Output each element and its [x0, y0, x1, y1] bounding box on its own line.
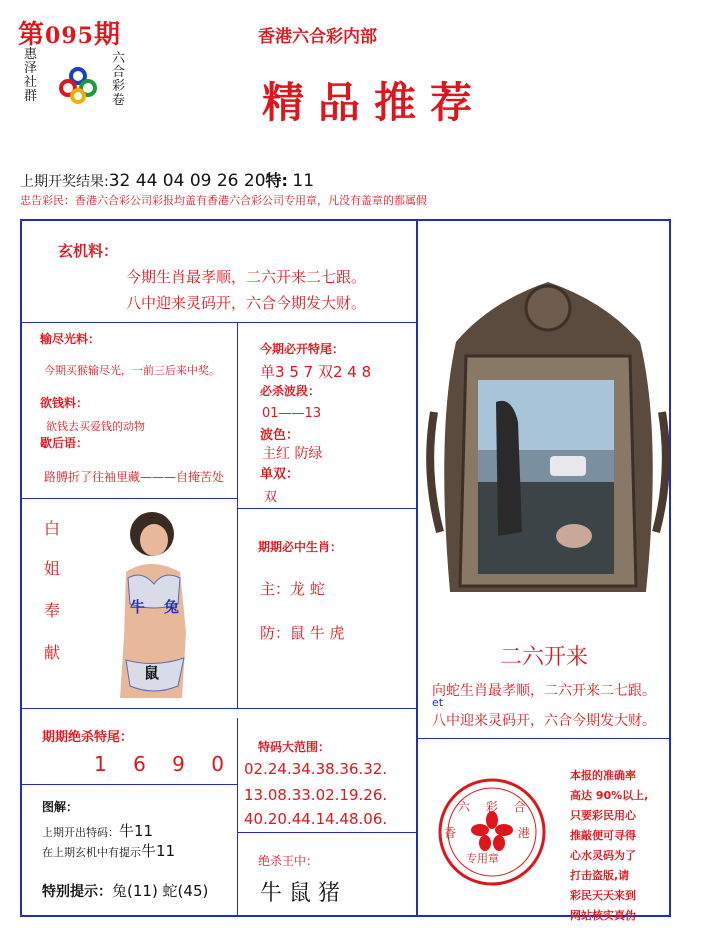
divider-right-lower — [418, 738, 670, 739]
issue-value: 095 — [45, 23, 94, 49]
picture-caption: 二六开来 — [500, 645, 589, 670]
last-result-label: 上期开奖结果: — [20, 174, 109, 190]
accuracy-line: 只要彩民用心 — [570, 809, 636, 822]
special-hint-value: 兔(11) 蛇(45) — [112, 882, 209, 900]
lose-text: 今期买猴输尽光，一前三后来中奖。 — [44, 364, 220, 377]
want-text: 欲钱去买爱钱的动物 — [46, 420, 145, 433]
issue-number — [18, 14, 121, 51]
accuracy-line: 网站核实真伪 — [570, 909, 636, 922]
ornate-frame-icon — [426, 272, 670, 610]
saying-label: 歇后语： — [40, 436, 89, 450]
tail-single-double — [260, 361, 371, 382]
range-title: 特码大范围： — [258, 740, 331, 754]
range-row-3: 40.20.44.14.48.06. — [244, 810, 388, 828]
issue-prefix: 第 — [18, 20, 46, 50]
last-result — [20, 168, 314, 191]
stamp-left: 香 — [444, 826, 457, 840]
range-row-1: 02.24.34.38.36.32. — [244, 760, 388, 778]
lottery-logo — [58, 66, 98, 104]
mystery-line-1: 今期生肖最孝顺，二六开来二七跟。 — [126, 268, 367, 286]
special-label: 特: — [265, 171, 288, 190]
kill-king-title: 绝杀王中： — [258, 854, 319, 868]
divider-main-vertical — [416, 219, 418, 917]
picture-line-1: 向蛇生肖最孝顺，二六开来二七跟。 — [432, 683, 656, 699]
explain-line-2-label: 在上期玄机中有提示 — [42, 846, 141, 859]
stamp-bottom: 专用章 — [466, 852, 499, 865]
kill-wave-value: 01——13 — [262, 406, 322, 421]
special-hint-label: 特别提示： — [42, 884, 112, 900]
accuracy-line: 打击盗版,请 — [570, 869, 630, 882]
single-label: 单 — [260, 363, 276, 381]
kill-special-title: 期期绝杀特尾： — [42, 730, 134, 745]
divider-range-bottom — [237, 832, 418, 833]
accuracy-line: 高达 90%以上, — [570, 789, 649, 802]
explain-line-2 — [42, 840, 175, 861]
stamp-right: 港 — [518, 826, 531, 840]
accuracy-text — [570, 766, 664, 926]
club-name: 惠泽社群 — [24, 47, 38, 104]
double-label: 双 — [317, 363, 333, 381]
warning-text: 忠告彩民：香港六合彩公司彩报均盖有香港六合彩公司专用章，凡没有盖章的都属假 — [20, 194, 427, 207]
zodiac-title: 期期必中生肖： — [258, 540, 343, 554]
mystery-line-2: 八中迎来灵码开，六合今期发大财。 — [126, 294, 367, 312]
box-left — [20, 219, 22, 917]
accuracy-line: 彩民天天来到 — [570, 889, 636, 902]
presenter-char-2: 姐 — [44, 559, 61, 578]
special-number: 11 — [292, 171, 315, 191]
special-hint — [42, 880, 208, 901]
single-nums: 3 5 7 — [275, 363, 314, 381]
ornate-picture-frame — [426, 272, 670, 610]
kill-special-value: 1 6 9 0 — [94, 752, 234, 776]
divider-left-mid — [20, 498, 238, 499]
kill-wave-label: 必杀波段： — [260, 384, 321, 398]
picture-line-2: 八中迎来灵码开，六合今期发大财。 — [432, 713, 656, 729]
color-value: 主红 防绿 — [262, 446, 323, 462]
explain-line-1-value: 牛11 — [119, 822, 154, 840]
saying-text: 路膊折了往袖里藏———自掩苦处 — [44, 470, 225, 484]
presenter-char-1: 白 — [44, 519, 61, 538]
photo-label-1: 牛 — [130, 598, 146, 616]
divider-col-lower — [237, 718, 238, 916]
divider-mystery-bottom — [20, 322, 418, 323]
last-result-numbers: 32 44 04 09 26 20 — [108, 171, 266, 191]
photo-label-3: 鼠 — [144, 664, 160, 682]
zodiac-guard — [260, 622, 345, 643]
stamp-top: 六 彩 合 — [458, 800, 532, 814]
divider-tail-bottom — [237, 508, 418, 509]
explain-line-2-value: 牛11 — [141, 842, 176, 860]
tail-title: 今期必开特尾： — [260, 342, 345, 356]
presenter-char-4: 献 — [44, 643, 61, 662]
odd-even-label: 单双： — [260, 467, 300, 482]
odd-even-value: 双 — [264, 490, 278, 505]
explain-line-1-label: 上期开出特码： — [42, 826, 119, 839]
title-line: 香港六合彩内部 — [258, 27, 377, 47]
picture-stray: et — [432, 696, 444, 709]
mystery-label: 玄机料： — [58, 242, 119, 260]
divider-left-col — [237, 322, 238, 708]
zodiac-main-value: 龙 蛇 — [290, 580, 325, 598]
zodiac-main — [260, 578, 325, 599]
accuracy-line: 推敲便可寻得 — [570, 829, 636, 842]
explain-title: 图解： — [42, 800, 79, 814]
zodiac-main-label: 主： — [260, 580, 291, 598]
range-row-2: 13.08.33.02.19.26. — [244, 786, 388, 804]
kill-king-value: 牛 鼠 猪 — [260, 881, 340, 906]
main-title: 精品推荐 — [262, 78, 487, 127]
divider-row3 — [20, 708, 418, 709]
want-label: 欲钱料： — [40, 396, 89, 410]
double-nums: 2 4 8 — [332, 363, 372, 381]
explain-line-1 — [42, 820, 153, 841]
lose-label: 输尽光料： — [40, 332, 101, 346]
rings-logo-icon — [58, 66, 98, 104]
divider-kill-bottom — [20, 784, 238, 785]
accuracy-line: 心水灵码为了 — [570, 849, 636, 862]
zodiac-guard-label: 防： — [260, 624, 291, 642]
box-top — [20, 219, 671, 221]
presenter-char-3: 奉 — [44, 601, 61, 620]
zodiac-guard-value: 鼠 牛 虎 — [290, 624, 345, 642]
photo-label-2: 兔 — [164, 598, 180, 616]
issue-suffix: 期 — [93, 20, 121, 50]
color-label: 波色： — [260, 428, 300, 443]
lottery-name: 六合彩卷 — [112, 51, 126, 108]
accuracy-line: 本报的准确率 — [570, 769, 636, 782]
